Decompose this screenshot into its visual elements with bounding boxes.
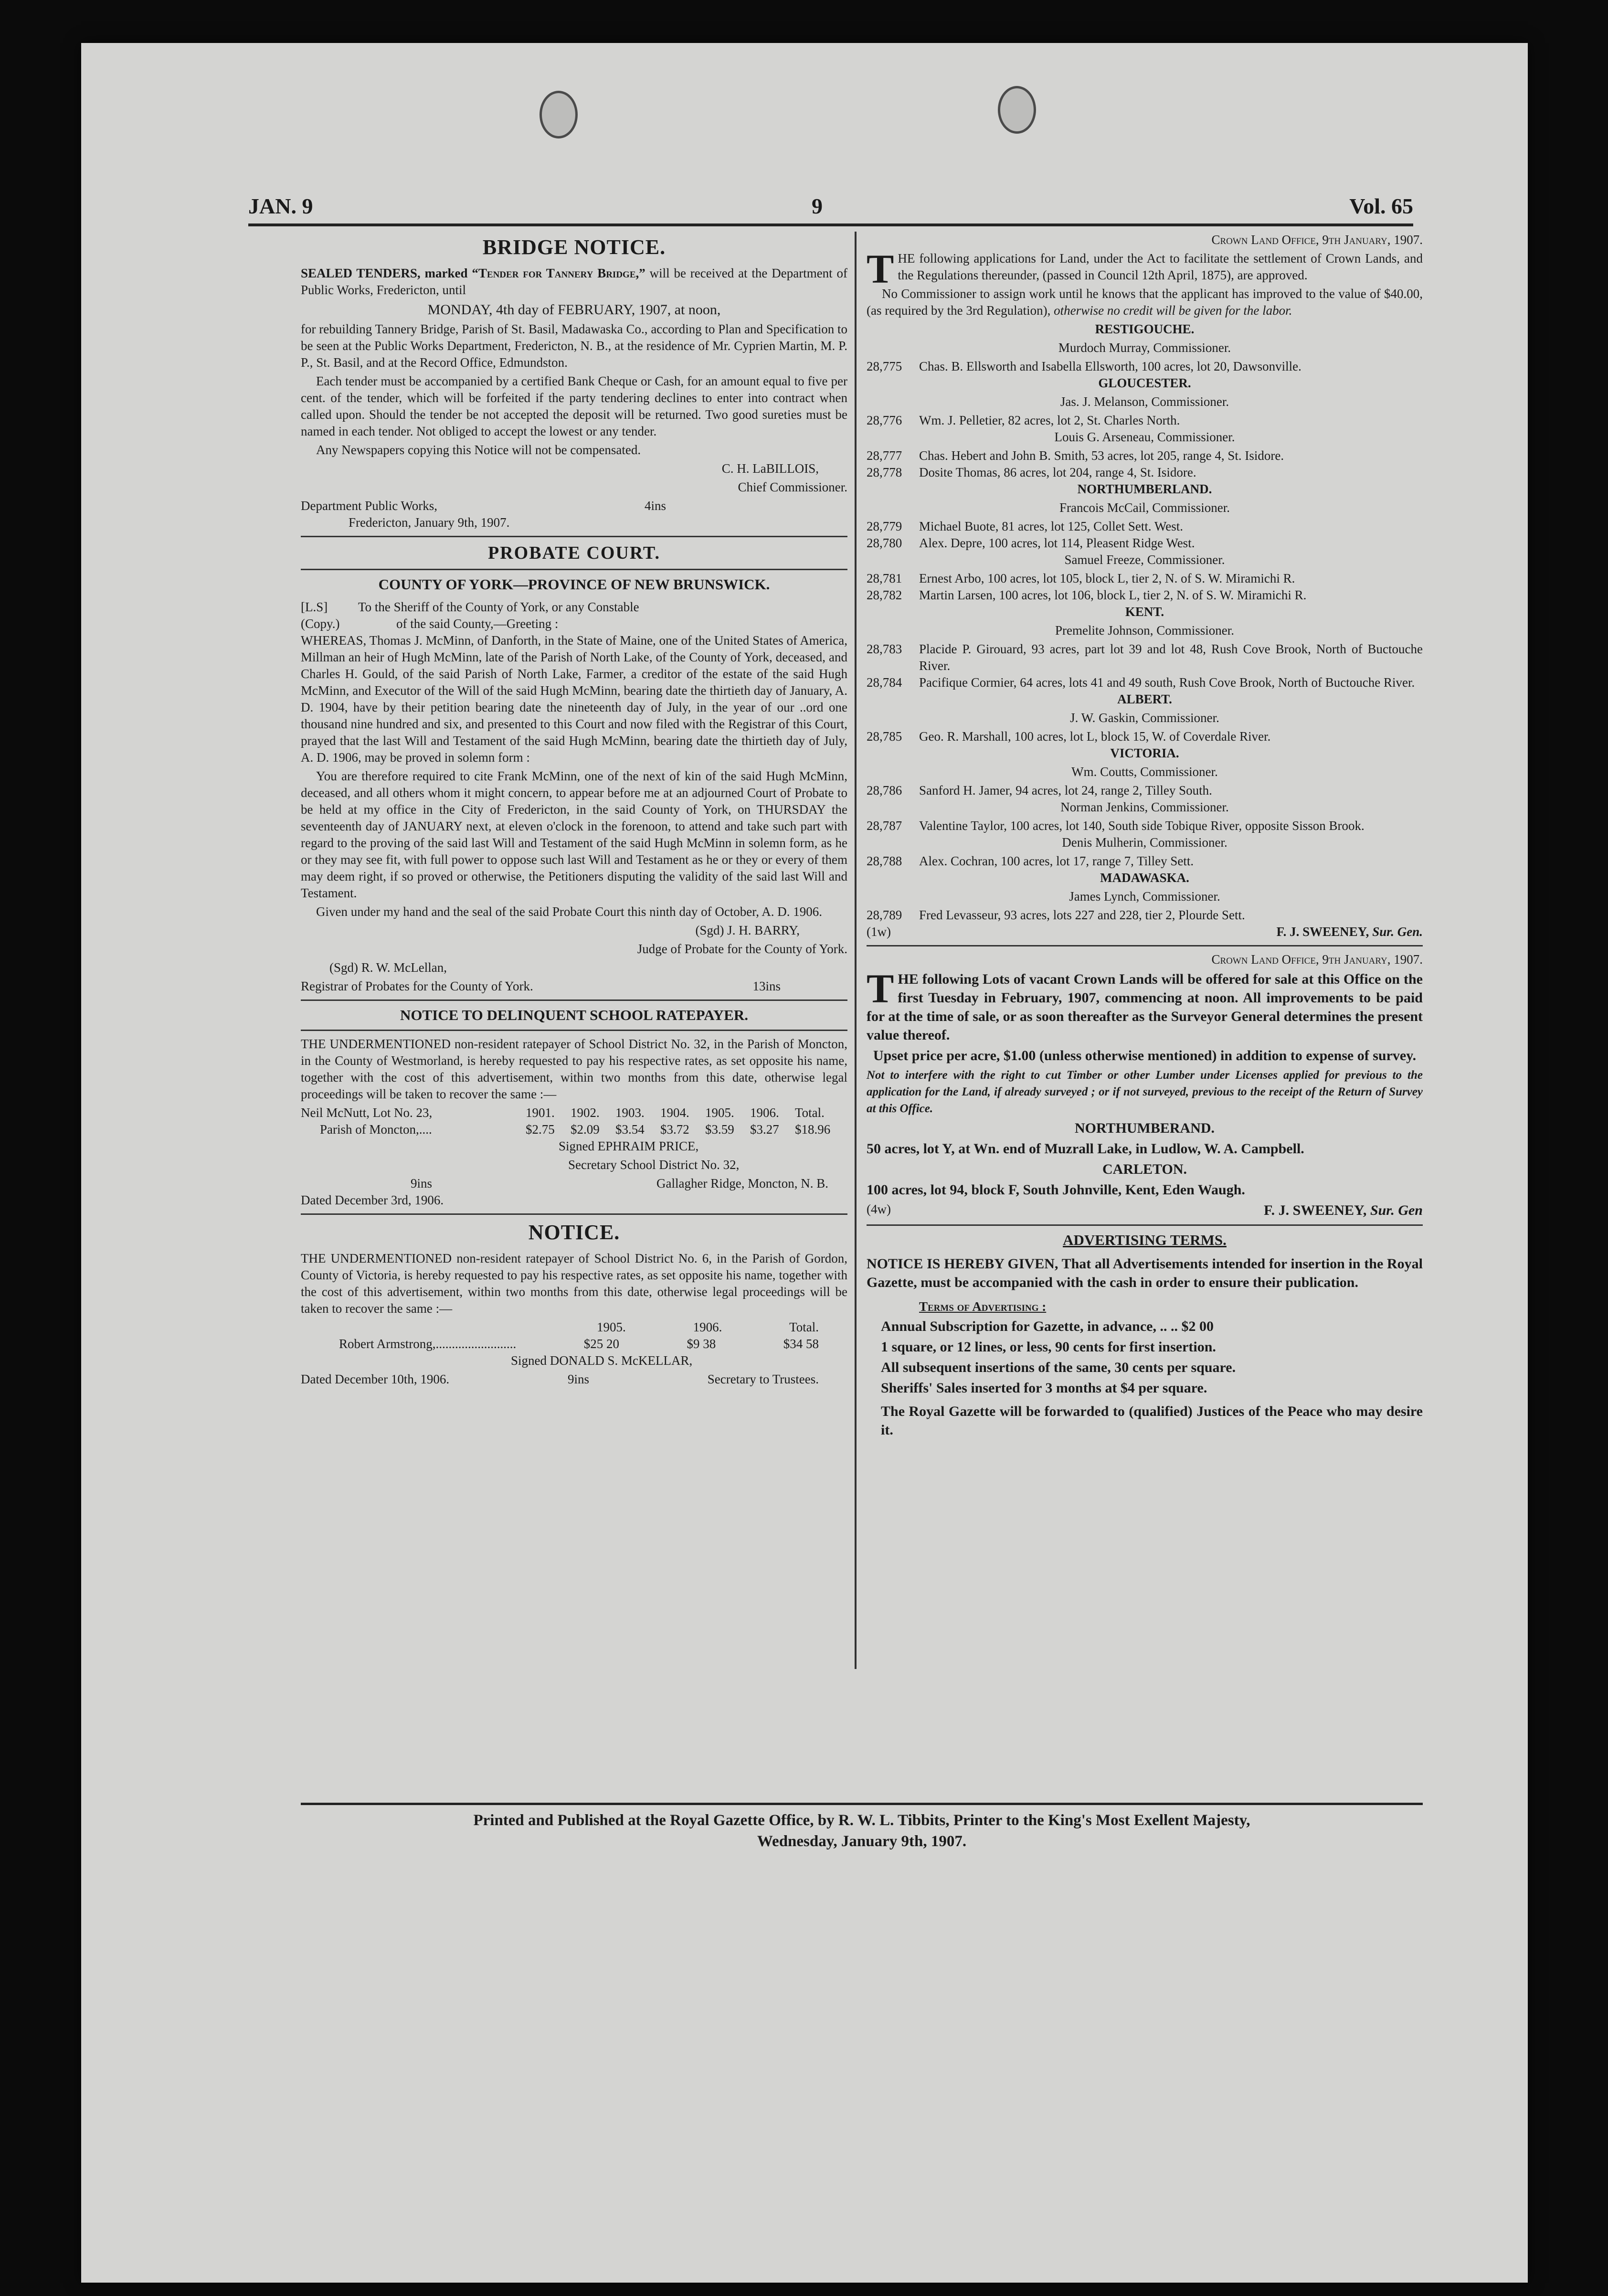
punch-hole [540,91,578,138]
table-cell: 1906. [750,1105,779,1120]
probate-address-2: of the said County,—Greeting : [396,617,559,631]
delinquent-dated: Dated December 3rd, 1906. [301,1193,444,1207]
crown1-ins: (1w) [867,925,891,939]
crown1-signer-title: Sur. Gen. [1372,925,1423,939]
probate-registrar-row [301,978,847,995]
bridge-body-1: for rebuilding Tannery Bridge, Parish of St. Basil, Madawaska Co., according to Plan and Specification to be seen at the Public Works Department, Fredericton, N. B., at the residence of Mr. Cyprien Martin, M. P. P., St. Basil, and at the Record Office, Edmundston. [301,322,847,370]
application-text: Pacifique Cormier, 64 acres, lots 41 and 49 south, Rush Cove Brook, North of Buctouche River. [919,675,1415,690]
table-cell: Robert Armstrong,......................... [339,1337,517,1351]
delinquent-signed-title: Secretary School District No. 32, [568,1158,740,1172]
application-number: 28,780 [867,536,902,550]
probate-given: Given under my hand and the seal of the said Probate Court this ninth day of October, A. D. 1906. [316,904,822,919]
probate-judge-title: Judge of Probate for the County of York. [637,942,847,956]
probate-sgd-registrar: (Sgd) R. W. McLellan, [329,960,447,975]
advertising-line-4: Sheriffs' Sales inserted for 3 months at $4 per square. [881,1380,1207,1396]
table-cell: $3.72 [660,1122,689,1137]
crown1-signer-name: F. J. SWEENEY, [1276,925,1369,939]
table-cell: 1905. [705,1105,734,1120]
bridge-notice-title: BRIDGE NOTICE. [482,235,666,259]
land-application-entry [867,728,1423,745]
application-number: 28,775 [867,359,902,373]
crown2-lot-2: 100 acres, lot 94, block F, South Johnville, Kent, Eden Waugh. [867,1182,1245,1198]
application-text: Ernest Arbo, 100 acres, lot 105, block L, tier 2, N. of S. W. Miramichi R. [919,571,1295,585]
table-cell: $3.27 [750,1122,779,1137]
application-text: Fred Levasseur, 93 acres, lots 227 and 228, tier 2, Plourde Sett. [919,908,1245,922]
land-application-entry [867,570,1423,587]
application-number: 28,789 [867,908,902,922]
land-application-entry [867,641,1423,674]
land-application-entry [867,358,1423,375]
header-rule [248,223,1413,226]
commissioner-name: Samuel Freeze, Commissioner. [1064,553,1225,567]
application-text: Geo. R. Marshall, 100 acres, lot L, block 15, W. of Coverdale River. [919,729,1271,744]
crown1-intro [867,246,1423,292]
table-cell: $25 20 [583,1337,619,1351]
county-heading: RESTIGOUCHE. [1095,322,1195,336]
probate-whereas: WHEREAS, Thomas J. McMinn, of Danforth, in the State of Maine, one of the United States of America, Millman an heir of Hugh McMinn, late of the Parish of North Lake, of the County of York, deceased, and Charles H. Gould, of the said Parish of North Lake, Farmer, a creditor of the estate of the said Hugh McMinn, and Executor of the Will of the said Hugh McMinn, bearing date the thirtieth day of January, A. D. 1904, have by their petition bearing date the nineteenth day of July, in the year of our ..ord one thousand nine hundred and six, and presented to this Court and now filed with the Registrar of this Court, prayed that the last Will and Testament of the said Hugh McMinn, bearing date the thirtieth day of July, A. D. 1906, may be proved in solemn form : [301,633,847,765]
bridge-intro-b: “Tender for Tannery Bridge,” [472,266,645,280]
application-number: 28,783 [867,642,902,656]
bridge-body-3: Any Newspapers copying this Notice will not be compensated. [316,443,641,457]
county-heading: MADAWASKA. [1100,871,1189,885]
table-cell: $3.59 [705,1122,734,1137]
advertising-title: ADVERTISING TERMS. [1063,1232,1227,1248]
footer-line-1: Printed and Published at the Royal Gazette Office, by R. W. L. Tibbits, Printer to the King's Most Exellent Majesty, [473,1812,1250,1829]
delinquent-address-row [301,1175,847,1192]
section-rule [301,1213,847,1215]
delinquent-signed: Signed EPHRAIM PRICE, [559,1139,699,1153]
probate-ins: 13ins [752,979,781,993]
column-divider [855,232,857,1669]
application-number: 28,779 [867,519,902,533]
bridge-dept: Department Public Works, [301,499,438,513]
table-cell: $18.96 [795,1122,831,1137]
bridge-notice [301,234,847,531]
punch-hole [998,86,1036,134]
crown2-intro [867,966,1423,1044]
advertising-notice: NOTICE IS HEREBY GIVEN, That all Advertisements intended for insertion in the Royal Gazette, must be accompanied with the cash in order to ensure their publication. [867,1256,1423,1290]
application-number: 28,784 [867,675,902,690]
table-cell: 1904. [660,1105,689,1120]
table-cell: $34 58 [783,1337,819,1351]
notice-dated-row [301,1371,847,1388]
left-column [301,232,847,1674]
advertising-line-3: All subsequent insertions of the same, 30 cents per square. [881,1360,1236,1375]
table-cell: 1903. [615,1105,645,1120]
commissioner-name: Jas. J. Melanson, Commissioner. [1060,394,1229,409]
land-application-entry [867,518,1423,535]
bridge-dated: Fredericton, January 9th, 1907. [349,515,510,530]
crown2-ins: (4w) [867,1202,891,1216]
land-application-entry [867,412,1423,429]
commissioner-name: J. W. Gaskin, Commissioner. [1070,711,1219,725]
application-text: Chas. B. Ellsworth and Isabella Ellsworth, 100 acres, lot 20, Dawsonville. [919,359,1301,373]
bridge-signer: C. H. LaBILLOIS, [721,461,819,476]
section-rule [301,569,847,570]
probate-copy: (Copy.) [301,617,340,631]
table-cell: Parish of Moncton,.... [320,1122,432,1137]
crown1-office: Crown Land Office, 9th January, 1907. [1211,233,1423,247]
header-volume: Vol. 65 [1349,194,1413,218]
application-number: 28,788 [867,854,902,868]
delinquent-table-head [301,1105,847,1121]
notice-ins: 9ins [567,1372,589,1386]
crown2-office: Crown Land Office, 9th January, 1907. [1211,952,1423,967]
crown1-note-text: No Commissioner to assign work until he knows that the applicant has improved to the value of $40.00, (as required by the 3rd Regulation), [867,287,1423,318]
table-cell: 1905. [597,1320,626,1334]
delinquent-notice [301,1006,847,1209]
county-heading: KENT. [1125,605,1164,619]
section-rule [867,1224,1423,1226]
land-application-entry [867,853,1423,870]
application-number: 28,786 [867,783,902,797]
probate-county: COUNTY OF YORK—PROVINCE OF NEW BRUNSWICK. [378,576,770,593]
crown2-signer [1264,1201,1423,1220]
probate-title: PROBATE COURT. [488,543,660,563]
land-application-entry [867,447,1423,464]
crown1-note-italic: otherwise no credit will be given for the labor. [1054,303,1292,318]
advertising-line-1: Annual Subscription for Gazette, in advance, .. .. $2 00 [881,1318,1214,1334]
commissioner-name: Francois McCail, Commissioner. [1059,500,1230,515]
section-rule [301,999,847,1001]
county-heading: NORTHUMBERLAND. [1077,482,1212,496]
probate-sgd-judge: (Sgd) J. H. BARRY, [695,923,800,937]
probate-address-1: To the Sheriff of the County of York, or any Constable [358,600,639,614]
county-heading: GLOUCESTER. [1098,376,1191,390]
section-rule [867,945,1423,946]
commissioner-name: Murdoch Murray, Commissioner. [1058,340,1231,355]
crown2-county-1: NORTHUMBERAND. [1074,1120,1215,1136]
application-number: 28,778 [867,465,902,479]
commissioner-name: James Lynch, Commissioner. [1069,889,1220,904]
footer-line-2: Wednesday, January 9th, 1907. [757,1833,967,1850]
header-page-number: 9 [812,194,823,218]
crown2-sign-row [867,1201,1423,1220]
application-number: 28,777 [867,448,902,463]
table-cell: Total. [789,1320,819,1334]
footer-rule [301,1803,1423,1805]
bridge-intro [301,265,847,298]
bridge-date: MONDAY, 4th day of FEBRUARY, 1907, at noon, [427,302,721,318]
commissioner-name: Louis G. Arseneau, Commissioner. [1054,430,1235,444]
crown2-county-2: CARLETON. [1102,1161,1187,1177]
probate-court [301,542,847,995]
crown1-intro-text: HE following applications for Land, under the Act to facilitate the settlement of Crown Lands, and the Regulations thereunder, (passed in Council 12th April, 1875), are approved. [898,251,1423,282]
notice-table-row [301,1336,847,1352]
bridge-ins: 4ins [644,499,666,513]
notice-table-head [301,1319,847,1336]
school-notice [301,1220,847,1388]
crown-land-sale [867,951,1423,1220]
application-number: 28,781 [867,571,902,585]
commissioner-name: Wm. Coutts, Commissioner. [1071,765,1218,779]
land-application-entry [867,587,1423,604]
application-text: Alex. Cochran, 100 acres, lot 17, range 7, Tilley Sett. [919,854,1194,868]
crown2-note: Not to interfere with the right to cut Timber or other Lumber under Licenses applied for previous to the application for the Land, if already surveyed ; or if not surveyed, previous to the receipt of the Return of Survey at this Office. [867,1069,1423,1115]
bridge-intro-c: will be received at the Department of Public Works, Fredericton, until [301,266,848,297]
land-application-entry [867,535,1423,552]
table-cell: Neil McNutt, Lot No. 23, [301,1105,433,1120]
delinquent-address: Gallagher Ridge, Moncton, N. B. [656,1176,828,1191]
advertising-line-2: 1 square, or 12 lines, or less, 90 cents for first insertion. [881,1339,1216,1355]
notice-signed: Signed DONALD S. McKELLAR, [511,1353,693,1368]
application-text: Chas. Hebert and John B. Smith, 53 acres, lot 205, range 4, St. Isidore. [919,448,1284,463]
advertising-terms-title: Terms of Advertising : [919,1299,1047,1314]
bridge-signer-title: Chief Commissioner. [738,480,847,494]
notice-secretary: Secretary to Trustees. [707,1372,819,1386]
commissioner-name: Denis Mulherin, Commissioner. [1062,835,1227,850]
header-date: JAN. 9 [248,194,313,218]
right-column [867,232,1423,1664]
advertising-line-5: The Royal Gazette will be forwarded to (qualified) Justices of the Peace who may desire it. [881,1403,1423,1438]
table-cell: 1906. [693,1320,722,1334]
application-number: 28,787 [867,818,902,833]
application-text: Wm. J. Pelletier, 82 acres, lot 2, St. Charles North. [919,413,1180,427]
imprint-footer [301,1810,1423,1852]
county-heading: VICTORIA. [1110,746,1179,760]
probate-registrar-title: Registrar of Probates for the County of York. [301,979,533,993]
crown2-signer-title: Sur. Gen [1370,1202,1423,1218]
table-cell: $3.54 [615,1122,645,1137]
crown2-dropcap: T [867,966,894,1011]
land-application-entry [867,818,1423,834]
application-text: Valentine Taylor, 100 acres, lot 140, South side Tobique River, opposite Sisson Brook. [919,818,1365,833]
delinquent-title: NOTICE TO DELINQUENT SCHOOL RATEPAYER. [400,1007,748,1023]
crown2-upset: Upset price per acre, $1.00 (unless otherwise mentioned) in addition to expense of survey. [873,1048,1417,1063]
page-header [248,193,1413,217]
crown2-lot-1: 50 acres, lot Y, at Wn. end of Muzrall Lake, in Ludlow, W. A. Campbell. [867,1141,1304,1157]
crown1-sections [867,321,1423,924]
crown1-signer [1277,924,1423,940]
delinquent-body: THE UNDERMENTIONED non-resident ratepayer of School District No. 32, in the Parish of Moncton, in the County of Westmorland, is hereby requested to pay his respective rates, as set opposite his name, together with the cost of this advertisement, within two months from this date, otherwise legal proceedings will be taken to recover the same :— [301,1037,847,1101]
crown1-sign-row [867,924,1423,940]
application-number: 28,785 [867,729,902,744]
notice-body: THE UNDERMENTIONED non-resident ratepayer of School District No. 6, in the Parish of Gordon, County of Victoria, is hereby requested to pay his respective rates, as set opposite his name, together with the cost of this advertisement, within two months from this date, otherwise legal proceedings will be taken to recover the same :— [301,1251,847,1316]
probate-ls: [L.S] [301,600,328,614]
probate-address-row [301,599,847,616]
delinquent-ins: 9ins [411,1176,433,1191]
application-text: Placide P. Girouard, 93 acres, part lot 39 and lot 48, Rush Cove Brook, North of Buctouche River. [919,642,1423,673]
crown2-signer-name: F. J. SWEENEY, [1264,1202,1367,1218]
application-text: Michael Buote, 81 acres, lot 125, Collet Sett. West. [919,519,1183,533]
table-cell: Total. [795,1105,825,1120]
bridge-intro-a: SEALED TENDERS, marked [301,266,468,280]
land-application-entry [867,674,1423,691]
commissioner-name: Norman Jenkins, Commissioner. [1060,800,1229,814]
table-cell: $9 38 [687,1337,716,1351]
section-rule [301,1030,847,1031]
crown1-note [867,286,1423,319]
notice-title: NOTICE. [528,1221,620,1244]
land-application-entry [867,464,1423,481]
land-application-entry [867,907,1423,924]
commissioner-name: Premelite Johnson, Commissioner. [1055,623,1234,638]
application-text: Sanford H. Jamer, 94 acres, lot 24, range 2, Tilley South. [919,783,1212,797]
bridge-dept-row [301,498,847,514]
county-heading: ALBERT. [1117,692,1172,706]
application-number: 28,782 [867,588,902,602]
bridge-body-2: Each tender must be accompanied by a certified Bank Cheque or Cash, for an amount equal to five per cent. of the tender, which will be forfeited if the party tendering declines to enter into contract when called upon. Should the tender be not accepted the deposit will be returned. Two good sureties must be named in each tender. Not obliged to accept the lowest or any tender. [301,374,847,438]
table-cell: 1901. [526,1105,555,1120]
application-text: Alex. Depre, 100 acres, lot 114, Pleasent Ridge West. [919,536,1195,550]
table-cell: 1902. [571,1105,600,1120]
application-text: Martin Larsen, 100 acres, lot 106, block L, tier 2, N. of S. W. Miramichi R. [919,588,1307,602]
table-cell: $2.75 [526,1122,555,1137]
delinquent-table-row [301,1121,847,1138]
crown1-dropcap: T [867,246,894,292]
application-text: Dosite Thomas, 86 acres, lot 204, range 4, St. Isidore. [919,465,1196,479]
application-number: 28,776 [867,413,902,427]
section-rule [301,536,847,537]
probate-address-row [301,616,847,632]
notice-dated: Dated December 10th, 1906. [301,1372,450,1386]
crown2-intro-text: HE following Lots of vacant Crown Lands will be offered for sale at this Office on the first Tuesday in February, 1907, commencing at noon. All improvements to be paid for at the time of sale, or as soon thereafter as the Surveyor General determines the present value thereof. [867,971,1423,1043]
advertising-terms [867,1231,1423,1439]
probate-required: You are therefore required to cite Frank McMinn, one of the next of kin of the said Hugh McMinn, deceased, and all others whom it might concern, to appear before me at an adjourned Court of Probate to be held at my office in the City of Fredericton, in the said County of York, on THURSDAY the seventeenth day of JANUARY next, at eleven o'clock in the forenoon, to attend and take such part with regard to the proving of the said last Will and Testament of the said Hugh McMinn in solemn form, as he or they may see fit, with full power to oppose such last Will and Testament as he or they or every of them may deem right, if so proved or otherwise, the Petitioners disputing the validity of the said last Will and Testament. [301,769,847,900]
table-cell: $2.09 [571,1122,600,1137]
crown-land-applications [867,232,1423,940]
land-application-entry [867,782,1423,799]
